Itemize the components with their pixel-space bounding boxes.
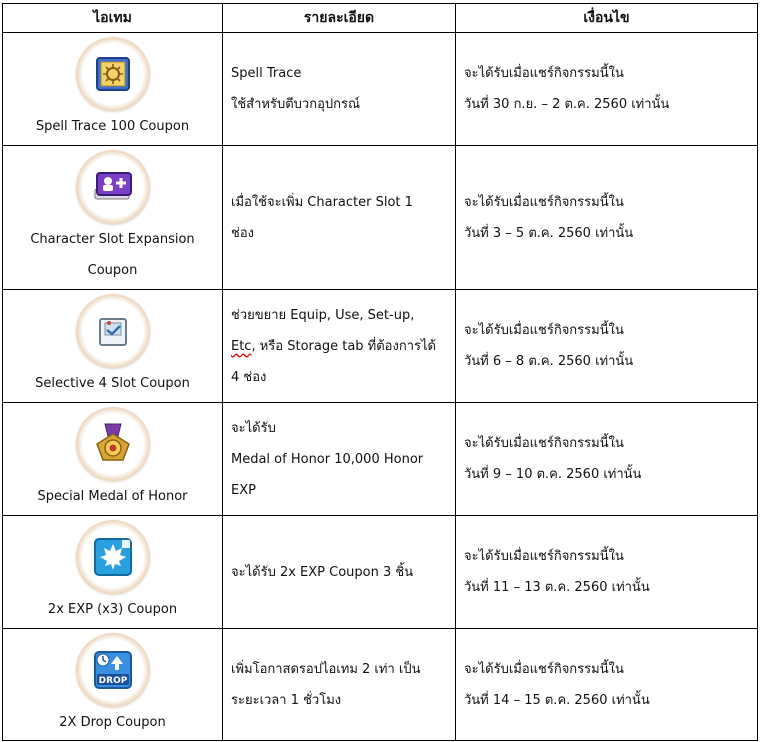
table-row [3,629,758,741]
condition-line: จะได้รับเมื่อแชร์กิจกรรมนี้ใน [464,436,624,451]
item-cell [3,516,223,629]
detail-cell [223,290,456,403]
item-name: Character Slot Expansion Coupon [30,232,195,278]
exp-maple-leaf-icon [76,520,150,594]
item-name: Special Medal of Honor [37,489,188,504]
slot-coupon-box-icon [76,294,150,368]
condition-date: วันที่ 3 – 5 ต.ค. 2560 เท่านั้น [464,225,634,241]
item-cell [3,403,223,516]
item-name: Spell Trace 100 Coupon [35,119,190,134]
condition-line: จะได้รับเมื่อแชร์กิจกรรมนี้ใน [464,549,624,564]
honor-medal-icon [76,407,150,481]
table-row [3,33,758,146]
detail-cell [223,33,456,146]
detail-cell [223,146,456,290]
condition-date: วันที่ 30 ก.ย. – 2 ต.ค. 2560 เท่านั้น [464,97,670,112]
condition-cell [456,629,758,741]
condition-date: วันที่ 6 – 8 ต.ค. 2560 เท่านั้น [464,354,634,369]
detail-cell [223,516,456,629]
detail-line: เมื่อใช้จะเพิ่ม Character Slot 1 [231,194,413,210]
spell-trace-scroll-icon [76,37,150,111]
condition-date: วันที่ 9 – 10 ต.ค. 2560 เท่านั้น [464,467,642,482]
header-condition: เงื่อนไข [456,4,758,33]
table-row [3,403,758,516]
condition-line: จะได้รับเมื่อแชร์กิจกรรมนี้ใน [464,323,624,338]
detail-line: จะได้รับ 2x EXP Coupon 3 ชิ้น [231,564,414,580]
character-slot-card-icon [76,150,150,224]
condition-line: จะได้รับเมื่อแชร์กิจกรรมนี้ใน [464,661,624,677]
detail-line: ช่วยขยาย Equip, Use, Set-up, [231,307,415,323]
condition-cell [456,33,758,146]
condition-line: จะได้รับเมื่อแชร์กิจกรรมนี้ใน [464,66,624,81]
item-cell [3,146,223,290]
item-name: 2x EXP (x3) Coupon [47,602,178,617]
detail-cell [223,403,456,516]
drop-coupon-icon [76,633,150,707]
header-item: ไอเทม [3,4,223,33]
detail-line: ใช้สำหรับตีบวกอุปกรณ์ [231,97,361,112]
header-detail: รายละเอียด [223,4,456,33]
detail-line: Etc, หรือ Storage tab ที่ต้องการได้ [231,338,436,354]
detail-line: ช่อง [231,225,254,241]
svg-text:DROP: DROP [98,676,127,686]
detail-line: ระยะเวลา 1 ชั่วโมง [231,692,342,708]
detail-line: เพิ่มโอกาสดรอปไอเทม 2 เท่า เป็น [231,661,421,677]
header-row [3,4,758,33]
detail-cell [223,629,456,741]
condition-date: วันที่ 14 – 15 ต.ค. 2560 เท่านั้น [464,692,650,708]
spellcheck-word: Etc [231,338,252,354]
condition-line: จะได้รับเมื่อแชร์กิจกรรมนี้ใน [464,194,624,210]
item-cell [3,290,223,403]
condition-cell [456,290,758,403]
detail-line: Medal of Honor 10,000 Honor [231,451,424,467]
condition-cell [456,516,758,629]
item-name: 2X Drop Coupon [59,715,166,730]
table-row [3,146,758,290]
condition-cell [456,403,758,516]
table-row [3,290,758,403]
condition-date: วันที่ 11 – 13 ต.ค. 2560 เท่านั้น [464,580,650,595]
item-cell [3,629,223,741]
detail-line: EXP [231,482,256,498]
detail-line: 4 ช่อง [231,369,267,385]
item-cell [3,33,223,146]
condition-cell [456,146,758,290]
detail-line: Spell Trace [231,66,302,81]
detail-line: จะได้รับ [231,420,276,436]
item-name: Selective 4 Slot Coupon [35,376,190,391]
reward-table [2,3,758,741]
table-row [3,516,758,629]
